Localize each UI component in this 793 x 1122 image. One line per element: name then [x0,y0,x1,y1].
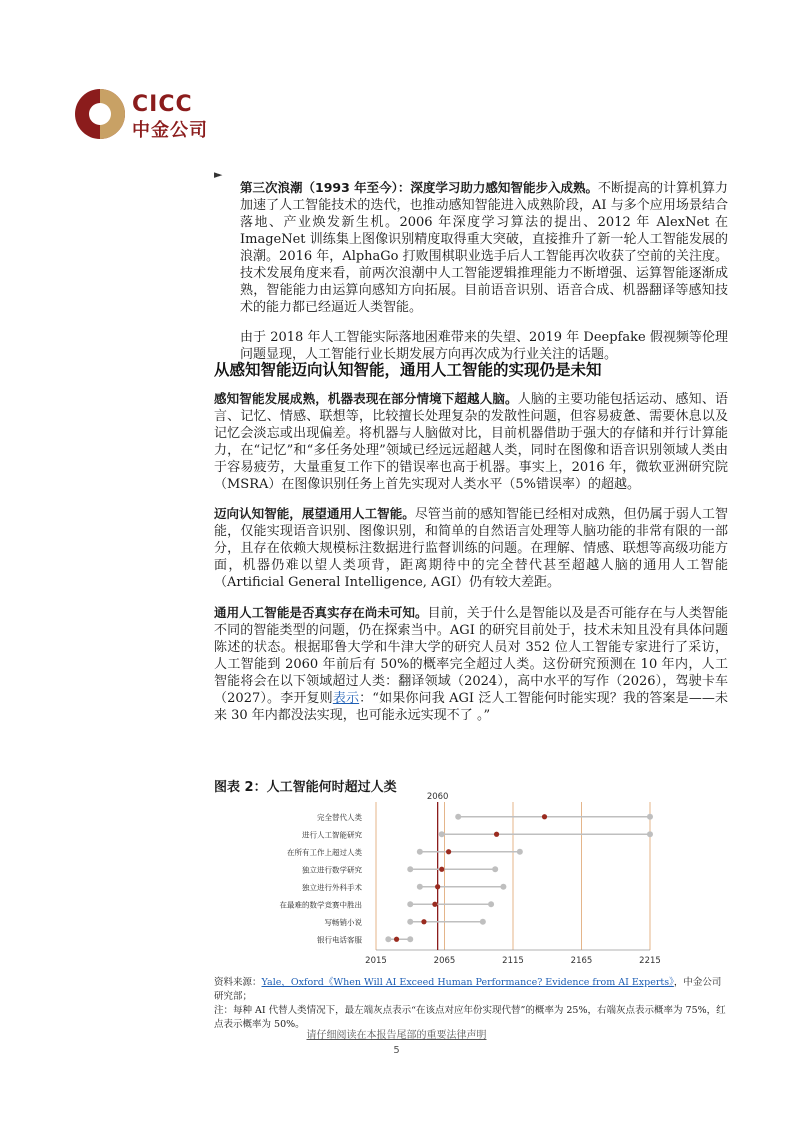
brand-name-en: CICC [132,92,193,117]
median-dot [494,832,499,837]
paragraph-lead: 感知智能发展成熟，机器表现在部分情境下超越人脑。 [214,391,518,406]
figure-source [214,976,728,1032]
p75-dot [647,814,653,820]
p75-dot [480,919,486,925]
p25-dot [407,919,413,925]
section-heading: 从感知智能迈向认知智能，通用人工智能的实现仍是未知 [214,361,602,379]
median-dot [432,902,437,907]
cicc-logo-icon [74,88,126,140]
paragraph-lead: 通用人工智能是否真实存在尚未可知。 [214,605,428,620]
x-tick-label: 2065 [433,956,456,966]
p25-dot [407,901,413,907]
median-dot [394,937,399,942]
p25-dot [385,936,391,942]
body-paragraph-1 [214,390,728,493]
source-prefix: 资料来源： [214,977,262,988]
x-tick-label: 2165 [570,956,593,966]
figure-title: 图表 2：人工智能何时超过人类 [214,780,397,795]
brand-name-cn: 中金公司 [132,120,208,141]
row-label: 银行电话客服 [317,935,362,945]
p25-dot [439,831,445,837]
p25-dot [455,814,461,820]
page-footer [0,1026,793,1056]
row-label: 独立进行外科手术 [302,882,362,892]
p75-dot [488,901,494,907]
body-paragraph-2 [214,505,728,591]
p25-dot [417,884,423,890]
x-tick-label: 2215 [639,956,661,966]
median-dot [439,867,444,872]
row-label: 独立进行数学研究 [302,865,362,875]
paragraph-text: 尽管当前的感知智能已经相对成熟，但仍属于弱人工智能，仅能实现语音识别、图像识别，和简单的自然语言处理等人脑功能的非常有限的一部分，且存在依赖大规模标注数据进行监督训练的问题。在理解、情感、联想等高级功能方面，机器仍难以望人类项背，距离期待中的完全替代甚至超越人脑的通用人工智能（Artificial General Intelligence, AGI）仍有较大差距。 [214,507,728,590]
median-dot [421,919,426,924]
median-dot [446,849,451,854]
paragraph-text: 目前，关于什么是智能以及是否可能存在与人类智能不同的智能类型的问题，仍在探索当中。AGI 的研究目前处于，技术未知且没有具体问题陈述的状态。根据耶鲁大学和牛津大学的研究人员对 352 位人工智能专家进行了采访，人工智能到 2060 年前后有 50%的概率完全超过人类。这份研究预测在 10 年内，人工智能将会在以下领域超过人类：翻译领域（2024），高中水平的写作（2026），驾驶卡车（2027）。李开复则 [214,606,728,706]
paragraph-text: 人脑的主要功能包括运动、感知、语言、记忆、情感、联想等，比较擅长处理复杂的发散性问题，但容易疲惫、需要休息以及记忆会淡忘或出现偏差。将机器与人脑做对比，目前机器借助于强大的存储和并行计算能力，在“记忆”和“多任务处理”领域已经远远超越人类，同时在图像和语音识别领域人类由于容易疲劳，大量重复工作下的错误率也高于机器。事实上，2016 年，微软亚洲研究院（MSRA）在图像识别任务上首先实现对人类水平（5%错误率）的超越。 [214,392,728,492]
source-link[interactable]: Yale，Oxford《When Will AI Exceed Human Performance? Evidence from AI Experts》 [261,977,674,988]
p25-dot [417,849,423,855]
paragraph-text-tail: ：“如果你问我 AGI 泛人工智能何时能实现？我的答案是——未来 30 年内都没法实现，也可能永远实现不了 。” [214,691,728,723]
median-dot [542,814,547,819]
row-label: 进行人工智能研究 [302,830,362,840]
x-tick-label: 2115 [502,956,524,966]
bullet-paragraph-2: 由于 2018 年人工智能实际落地困难带来的失望、2019 年 Deepfake 假视频等伦理问题显现，人工智能行业长期发展方向再次成为行业关注的话题。 [240,330,728,362]
p75-dot [407,936,413,942]
row-label: 写畅销小说 [324,917,362,927]
bullet-text: 不断提高的计算机算力加速了人工智能技术的迭代，也推动感知智能进入成熟阶段，AI 与多个应用场景结合落地、产业焕发新生机。2006 年深度学习算法的提出、2012 年 AlexNet 在 ImageNet 训练集上图像识别精度取得重大突破，直接推升了新一轮人工智能发展的浪潮。2016 年，AlphaGo 打败围棋职业选手后人工智能再次收获了空前的关注度。技术发展角度来看，前两次浪潮中人工智能逻辑推理能力不断增强、运算智能逐渐成熟，智能能力由运算向感知方向拓展。目前语音识别、语音合成、机器翻译等感知技术的能力都已经逼近人类智能。 [240,181,728,315]
median-dot [435,884,440,889]
p75-dot [647,831,653,837]
source-note: 注：每种 AI 代替人类情况下，最左端灰点表示“在该点对应年份实现代替”的概率为 25%，右端灰点表示概率为 75%，红点表示概率为 50%。 [214,1005,726,1030]
bullet-arrow-icon: ► [214,168,223,181]
bullet-lead: 第三次浪潮（1993 年至今）：深度学习助力感知智能步入成熟。 [240,180,598,195]
reference-line-label: 2060 [426,792,449,802]
row-label: 完全替代人类 [317,812,362,822]
page-number: 5 [393,1045,400,1056]
bullet-paragraph [240,179,728,316]
legal-notice-link[interactable]: 请仔细阅读在本报告尾部的重要法律声明 [306,1030,487,1041]
row-label: 在最难的数学竞赛中胜出 [279,900,362,910]
cicc-logo [74,88,224,142]
p25-dot [407,866,413,872]
p75-dot [500,884,506,890]
ai-timeline-chart [214,792,674,972]
row-label: 在所有工作上超过人类 [287,847,362,857]
paragraph-lead: 迈向认知智能，展望通用人工智能。 [214,506,415,521]
body-paragraph-3 [214,604,728,724]
p75-dot [492,866,498,872]
x-tick-label: 2015 [365,956,387,966]
source-suffix: ，中金公司研究部； [214,977,722,1002]
quote-link[interactable]: 表示 [332,691,360,706]
p75-dot [517,849,523,855]
bullet-section [214,166,728,376]
